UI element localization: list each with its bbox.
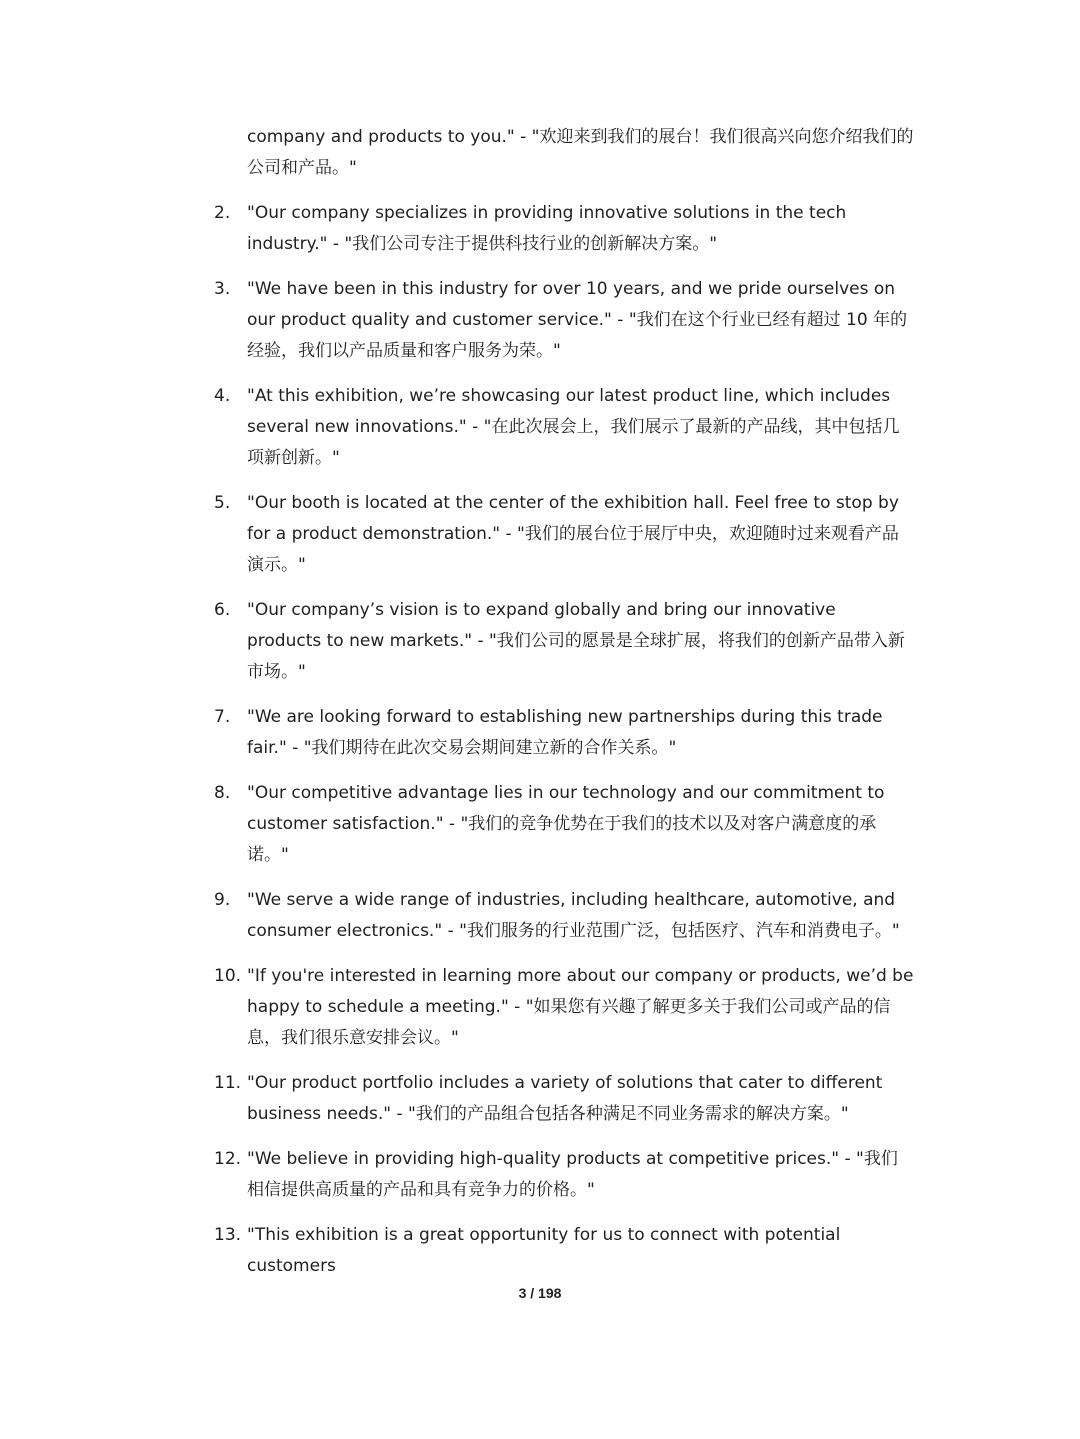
list-item-text: "If you're interested in learning more about our company or products, we’d be happy to schedule a meeting." - "如果您有兴趣了解更多关于我们公司或产品的信息，我们很乐意安排会议。" (247, 966, 914, 1048)
continuation-paragraph: company and products to you." - "欢迎来到我们的展台！我们很高兴向您介绍我们的公司和产品。" (247, 127, 914, 178)
list-item-number: 11. (214, 1073, 242, 1093)
list-item-text: "This exhibition is a great opportunity for us to connect with potential customers (247, 1225, 841, 1276)
list-item-text: "We serve a wide range of industries, including healthcare, automotive, and consumer electronics." - "我们服务的行业范围广泛，包括医疗、汽车和消费电子。" (247, 890, 900, 941)
list-item (214, 1068, 914, 1130)
list-item (214, 702, 914, 764)
list-item-number: 6. (214, 600, 231, 620)
list-item (214, 1144, 914, 1206)
list-item-text: "Our competitive advantage lies in our technology and our commitment to customer satisfaction." - "我们的竞争优势在于我们的技术以及对客户满意度的承诺。" (247, 783, 885, 865)
list-item-number: 7. (214, 707, 231, 727)
list-item-number: 4. (214, 386, 231, 406)
list-item (214, 198, 914, 260)
list-item-number: 12. (214, 1149, 242, 1169)
list-item-text: "We believe in providing high-quality products at competitive prices." - "我们相信提供高质量的产品和具有竞争力的价格。" (247, 1149, 898, 1200)
list-item-text: "We are looking forward to establishing new partnerships during this trade fair." - "我们期待在此次交易会期间建立新的合作关系。" (247, 707, 883, 758)
list-item (214, 778, 914, 871)
list-item (214, 488, 914, 581)
list-item-number: 13. (214, 1225, 242, 1245)
list-item-text: "Our company’s vision is to expand globally and bring our innovative products to new markets." - "我们公司的愿景是全球扩展，将我们的创新产品带入新市场。" (247, 600, 905, 682)
list-item (214, 885, 914, 947)
list-item (214, 595, 914, 688)
list-item-text: "Our booth is located at the center of the exhibition hall. Feel free to stop by for a product demonstration." - "我们的展台位于展厅中央，欢迎随时过来观看产品演示。" (247, 493, 899, 575)
list-item-text: "We have been in this industry for over 10 years, and we pride ourselves on our product quality and customer service." - "我们在这个行业已经有超过 10 年的经验，我们以产品质量和客户服务为荣。" (247, 279, 908, 361)
page-indicator: 3 / 198 (518, 1285, 562, 1301)
document-body (214, 122, 914, 1296)
list-item-text: "Our product portfolio includes a variety of solutions that cater to different business needs." - "我们的产品组合包括各种满足不同业务需求的解决方案。" (247, 1073, 883, 1124)
list-item (214, 961, 914, 1054)
list-item-number: 9. (214, 890, 231, 910)
list-item-number: 10. (214, 966, 242, 986)
list-item-number: 2. (214, 203, 231, 223)
list-item-number: 5. (214, 493, 231, 513)
list-item (214, 1220, 914, 1282)
list-item-text: "Our company specializes in providing innovative solutions in the tech industry." - "我们公司专注于提供科技行业的创新解决方案。" (247, 203, 847, 254)
list-item (214, 274, 914, 367)
list-item (214, 381, 914, 474)
list-item-number: 3. (214, 279, 231, 299)
list-item-text: "At this exhibition, we’re showcasing our latest product line, which includes several new innovations." - "在此次展会上，我们展示了最新的产品线，其中包括几项新创新。" (247, 386, 900, 468)
list-item-number: 8. (214, 783, 231, 803)
